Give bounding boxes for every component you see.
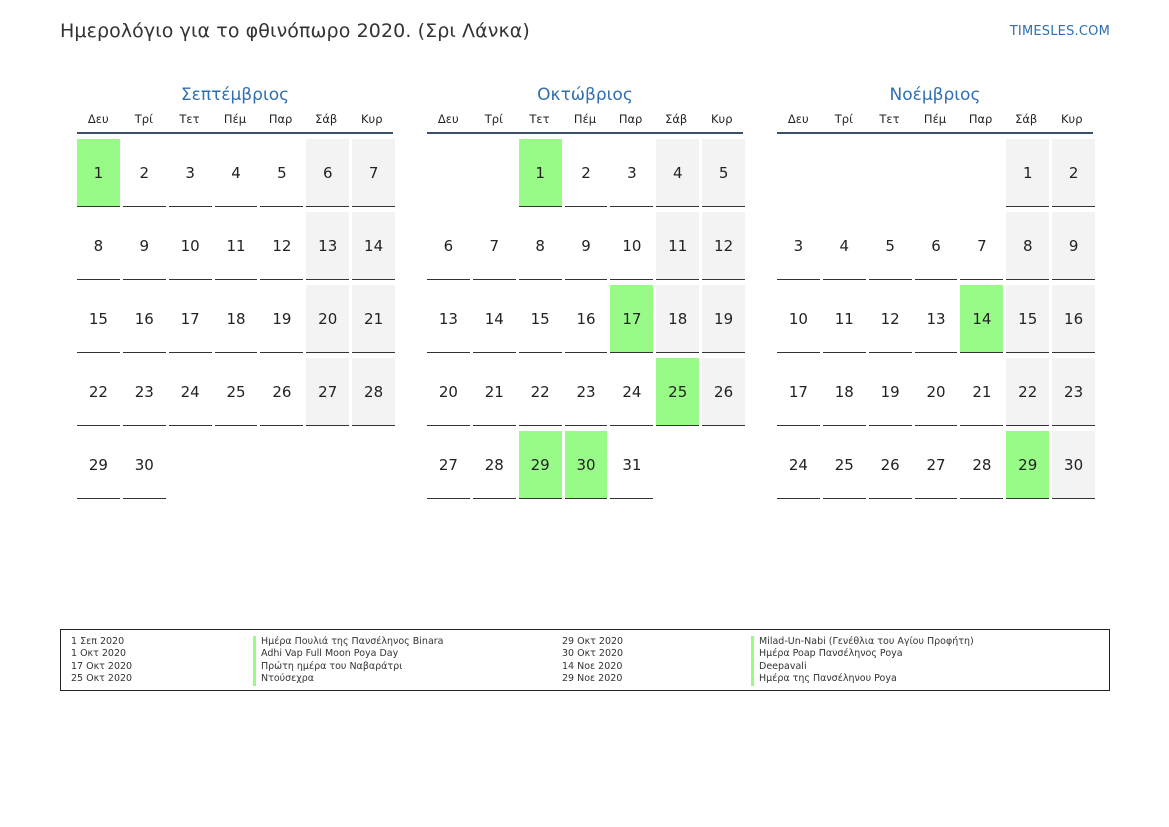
empty-cell bbox=[823, 139, 866, 207]
weekday-label: Δευ bbox=[87, 112, 109, 126]
weekday-label: Τρί bbox=[134, 112, 153, 126]
day-cell: 14 bbox=[352, 212, 395, 280]
day-cell: 6 bbox=[427, 212, 470, 280]
day-cell: 11 bbox=[656, 212, 699, 280]
day-cell: 7 bbox=[960, 212, 1003, 280]
holiday-day-cell: 1 bbox=[77, 139, 120, 207]
day-cell: 15 bbox=[1006, 285, 1049, 353]
weekday-label: Τρί bbox=[484, 112, 503, 126]
day-cell: 24 bbox=[610, 358, 653, 426]
legend-date: 29 Νοε 2020 bbox=[562, 673, 623, 685]
legend-date: 30 Οκτ 2020 bbox=[562, 648, 624, 660]
weekday-label: Σάβ bbox=[315, 112, 338, 126]
weekday-label: Τετ bbox=[529, 112, 550, 126]
weekday-label: Σάβ bbox=[1015, 112, 1038, 126]
day-cell: 12 bbox=[869, 285, 912, 353]
weekday-label: Παρ bbox=[618, 112, 643, 126]
legend-dates-left bbox=[71, 636, 132, 686]
holiday-day-cell: 30 bbox=[565, 431, 608, 499]
weekday-label: Δευ bbox=[787, 112, 809, 126]
empty-cell bbox=[869, 139, 912, 207]
day-cell: 5 bbox=[869, 212, 912, 280]
day-cell: 22 bbox=[519, 358, 562, 426]
day-cell: 10 bbox=[169, 212, 212, 280]
weekday-header bbox=[77, 108, 393, 134]
day-cell: 2 bbox=[123, 139, 166, 207]
day-cell: 23 bbox=[123, 358, 166, 426]
day-cell: 14 bbox=[473, 285, 516, 353]
holiday-day-cell: 1 bbox=[519, 139, 562, 207]
day-cell: 8 bbox=[77, 212, 120, 280]
holiday-day-cell: 29 bbox=[519, 431, 562, 499]
holiday-day-cell: 29 bbox=[1006, 431, 1049, 499]
day-cell: 3 bbox=[610, 139, 653, 207]
empty-cell bbox=[960, 139, 1003, 207]
day-cell: 29 bbox=[77, 431, 120, 499]
empty-cell bbox=[777, 139, 820, 207]
legend-date: 14 Νοε 2020 bbox=[562, 660, 623, 672]
day-cell: 21 bbox=[960, 358, 1003, 426]
day-cell: 28 bbox=[352, 358, 395, 426]
legend-holiday-name: Ημέρα Poap Πανσέληνος Poya bbox=[751, 648, 974, 660]
day-cell: 9 bbox=[1052, 212, 1095, 280]
legend-date: 25 Οκτ 2020 bbox=[71, 673, 133, 685]
day-cell: 3 bbox=[169, 139, 212, 207]
legend-holiday-name: Ντούσεχρα bbox=[253, 673, 444, 685]
day-cell: 7 bbox=[473, 212, 516, 280]
day-cell: 28 bbox=[960, 431, 1003, 499]
day-cell: 19 bbox=[260, 285, 303, 353]
day-cell: 2 bbox=[1052, 139, 1095, 207]
legend-names-left bbox=[253, 636, 444, 686]
day-cell: 17 bbox=[169, 285, 212, 353]
legend-date: 17 Οκτ 2020 bbox=[71, 660, 133, 672]
weekday-label: Σάβ bbox=[665, 112, 688, 126]
day-cell: 6 bbox=[306, 139, 349, 207]
weekday-label: Παρ bbox=[268, 112, 293, 126]
day-cell: 24 bbox=[169, 358, 212, 426]
legend-date: 29 Οκτ 2020 bbox=[562, 636, 624, 647]
day-cell: 24 bbox=[777, 431, 820, 499]
day-cell: 25 bbox=[215, 358, 258, 426]
page-title: Ημερολόγιο για το φθινόπωρο 2020. (Σρι Λάνκα) bbox=[60, 20, 530, 42]
day-cell: 16 bbox=[1052, 285, 1095, 353]
day-cell: 10 bbox=[610, 212, 653, 280]
day-cell: 15 bbox=[519, 285, 562, 353]
day-cell: 4 bbox=[656, 139, 699, 207]
day-grid bbox=[427, 139, 743, 499]
day-cell: 10 bbox=[777, 285, 820, 353]
day-cell: 17 bbox=[777, 358, 820, 426]
holiday-legend bbox=[60, 629, 1110, 691]
day-cell: 30 bbox=[123, 431, 166, 499]
day-cell: 11 bbox=[215, 212, 258, 280]
day-cell: 3 bbox=[777, 212, 820, 280]
day-cell: 4 bbox=[215, 139, 258, 207]
legend-date: 1 Σεπ 2020 bbox=[71, 636, 125, 647]
day-cell: 27 bbox=[306, 358, 349, 426]
day-cell: 22 bbox=[1006, 358, 1049, 426]
day-cell: 9 bbox=[123, 212, 166, 280]
day-cell: 20 bbox=[427, 358, 470, 426]
day-cell: 28 bbox=[473, 431, 516, 499]
holiday-day-cell: 17 bbox=[610, 285, 653, 353]
day-cell: 31 bbox=[610, 431, 653, 499]
day-cell: 18 bbox=[656, 285, 699, 353]
day-grid bbox=[777, 139, 1093, 499]
weekday-label: Κυρ bbox=[711, 112, 733, 126]
day-cell: 8 bbox=[1006, 212, 1049, 280]
day-cell: 6 bbox=[915, 212, 958, 280]
weekday-label: Τετ bbox=[179, 112, 200, 126]
month-title: Νοέμβριος bbox=[889, 85, 981, 105]
day-cell: 7 bbox=[352, 139, 395, 207]
day-cell: 16 bbox=[565, 285, 608, 353]
weekday-label: Πέμ bbox=[223, 112, 247, 126]
day-cell: 12 bbox=[702, 212, 745, 280]
day-cell: 5 bbox=[702, 139, 745, 207]
day-cell: 30 bbox=[1052, 431, 1095, 499]
weekday-label: Κυρ bbox=[361, 112, 383, 126]
day-cell: 27 bbox=[427, 431, 470, 499]
day-cell: 23 bbox=[1052, 358, 1095, 426]
day-cell: 26 bbox=[260, 358, 303, 426]
day-cell: 8 bbox=[519, 212, 562, 280]
weekday-label: Κυρ bbox=[1061, 112, 1083, 126]
brand-link[interactable]: TIMESLES.COM bbox=[1009, 24, 1110, 39]
month-october bbox=[427, 82, 743, 499]
day-cell: 18 bbox=[215, 285, 258, 353]
month-title: Σεπτέμβριος bbox=[180, 85, 290, 105]
empty-cell bbox=[427, 139, 470, 207]
day-cell: 16 bbox=[123, 285, 166, 353]
month-title: Οκτώβριος bbox=[537, 85, 633, 105]
weekday-label: Πέμ bbox=[573, 112, 597, 126]
day-cell: 12 bbox=[260, 212, 303, 280]
legend-holiday-name: Πρώτη ημέρα του Ναβαράτρι bbox=[253, 661, 444, 673]
day-cell: 11 bbox=[823, 285, 866, 353]
weekday-label: Πέμ bbox=[923, 112, 947, 126]
day-cell: 13 bbox=[306, 212, 349, 280]
day-cell: 15 bbox=[77, 285, 120, 353]
weekday-header bbox=[427, 108, 743, 134]
legend-holiday-name: Milad-Un-Nabi (Γενέθλια του Αγίου Προφήτη) bbox=[751, 636, 974, 648]
day-cell: 25 bbox=[823, 431, 866, 499]
month-september bbox=[77, 82, 393, 499]
day-cell: 2 bbox=[565, 139, 608, 207]
day-cell: 5 bbox=[260, 139, 303, 207]
legend-holiday-name: Ημέρα Πουλιά της Πανσέληνος Binara bbox=[253, 636, 444, 648]
day-cell: 4 bbox=[823, 212, 866, 280]
day-cell: 19 bbox=[869, 358, 912, 426]
weekday-label: Παρ bbox=[968, 112, 993, 126]
legend-dates-right bbox=[562, 636, 623, 686]
legend-holiday-name: Adhi Vap Full Moon Poya Day bbox=[253, 648, 444, 660]
legend-date: 1 Οκτ 2020 bbox=[71, 648, 127, 660]
day-cell: 1 bbox=[1006, 139, 1049, 207]
legend-holiday-name: Deepavali bbox=[751, 661, 974, 673]
day-cell: 21 bbox=[352, 285, 395, 353]
day-cell: 26 bbox=[702, 358, 745, 426]
empty-cell bbox=[473, 139, 516, 207]
day-cell: 22 bbox=[77, 358, 120, 426]
day-cell: 20 bbox=[915, 358, 958, 426]
weekday-header bbox=[777, 108, 1093, 134]
day-cell: 13 bbox=[427, 285, 470, 353]
month-november bbox=[777, 82, 1093, 499]
day-cell: 23 bbox=[565, 358, 608, 426]
empty-cell bbox=[915, 139, 958, 207]
day-cell: 21 bbox=[473, 358, 516, 426]
day-cell: 26 bbox=[869, 431, 912, 499]
day-cell: 18 bbox=[823, 358, 866, 426]
day-grid bbox=[77, 139, 393, 499]
day-cell: 13 bbox=[915, 285, 958, 353]
weekday-label: Τετ bbox=[879, 112, 900, 126]
legend-holiday-name: Ημέρα της Πανσέληνου Poya bbox=[751, 673, 974, 685]
weekday-label: Δευ bbox=[437, 112, 459, 126]
legend-names-right bbox=[751, 636, 974, 686]
day-cell: 19 bbox=[702, 285, 745, 353]
day-cell: 27 bbox=[915, 431, 958, 499]
day-cell: 9 bbox=[565, 212, 608, 280]
day-cell: 20 bbox=[306, 285, 349, 353]
holiday-day-cell: 25 bbox=[656, 358, 699, 426]
weekday-label: Τρί bbox=[834, 112, 853, 126]
holiday-day-cell: 14 bbox=[960, 285, 1003, 353]
